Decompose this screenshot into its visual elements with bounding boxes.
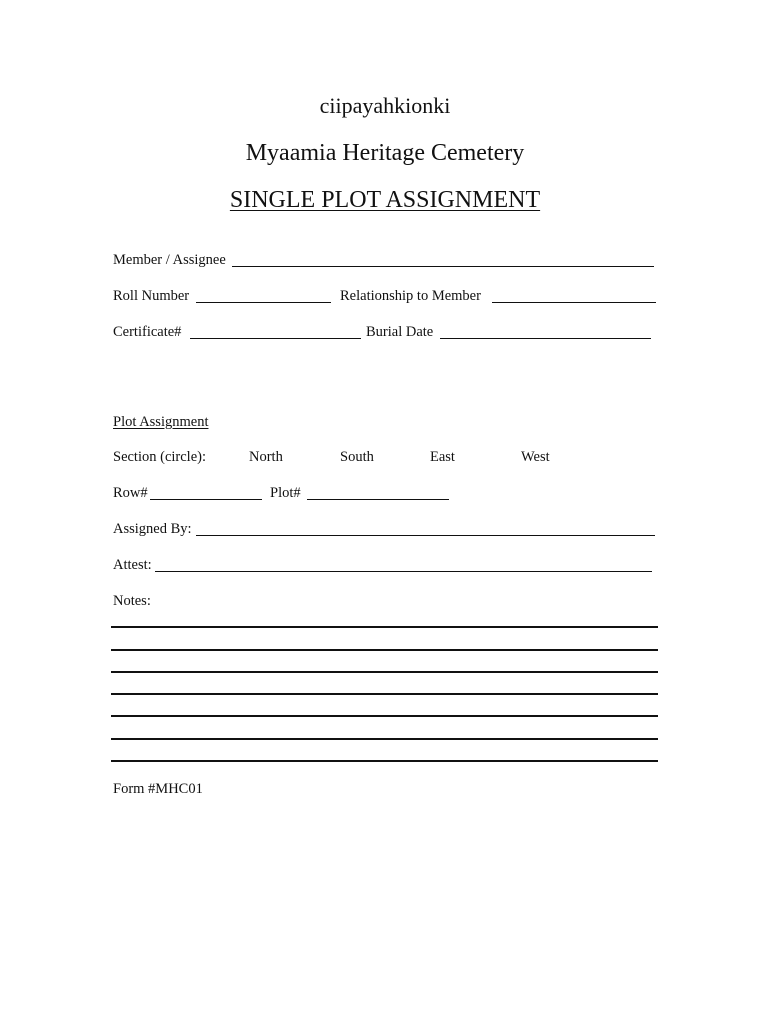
assigned-by-label: Assigned By: [113,521,192,537]
attest-label: Attest: [113,557,152,573]
roll-number-label: Roll Number [113,288,190,304]
org-name: ciipayahkionki [319,93,451,118]
notes-line[interactable] [111,626,658,628]
row-field[interactable] [150,499,262,500]
plot-field[interactable] [307,499,449,500]
burial-date-label: Burial Date [366,324,434,340]
member-assignee-label: Member / Assignee [113,252,226,268]
certificate-label: Certificate# [113,324,182,340]
roll-number-field[interactable] [196,302,331,303]
notes-label: Notes: [113,593,151,609]
relationship-field[interactable] [492,302,656,303]
certificate-field[interactable] [190,338,361,339]
notes-line[interactable] [111,693,658,695]
plot-assignment-heading: Plot Assignment [113,414,209,430]
section-option-west[interactable]: West [521,449,550,465]
member-assignee-field[interactable] [232,266,654,267]
assigned-by-field[interactable] [196,535,655,536]
section-option-east[interactable]: East [430,449,455,465]
notes-line[interactable] [111,649,658,651]
attest-field[interactable] [155,571,652,572]
notes-line[interactable] [111,738,658,740]
notes-line[interactable] [111,671,658,673]
section-option-south[interactable]: South [340,449,374,465]
notes-line[interactable] [111,760,658,762]
form-title [0,187,770,214]
form-number: Form #MHC01 [113,781,203,797]
notes-line[interactable] [111,715,658,717]
burial-date-field[interactable] [440,338,651,339]
row-label: Row# [113,485,148,501]
section-label: Section (circle): [113,449,206,465]
section-option-north[interactable]: North [249,449,283,465]
form-title-text: SINGLE PLOT ASSIGNMENT [229,187,541,213]
cemetery-name: Myaamia Heritage Cemetery [245,140,525,166]
relationship-label: Relationship to Member [340,288,481,304]
plot-label: Plot# [270,485,301,501]
